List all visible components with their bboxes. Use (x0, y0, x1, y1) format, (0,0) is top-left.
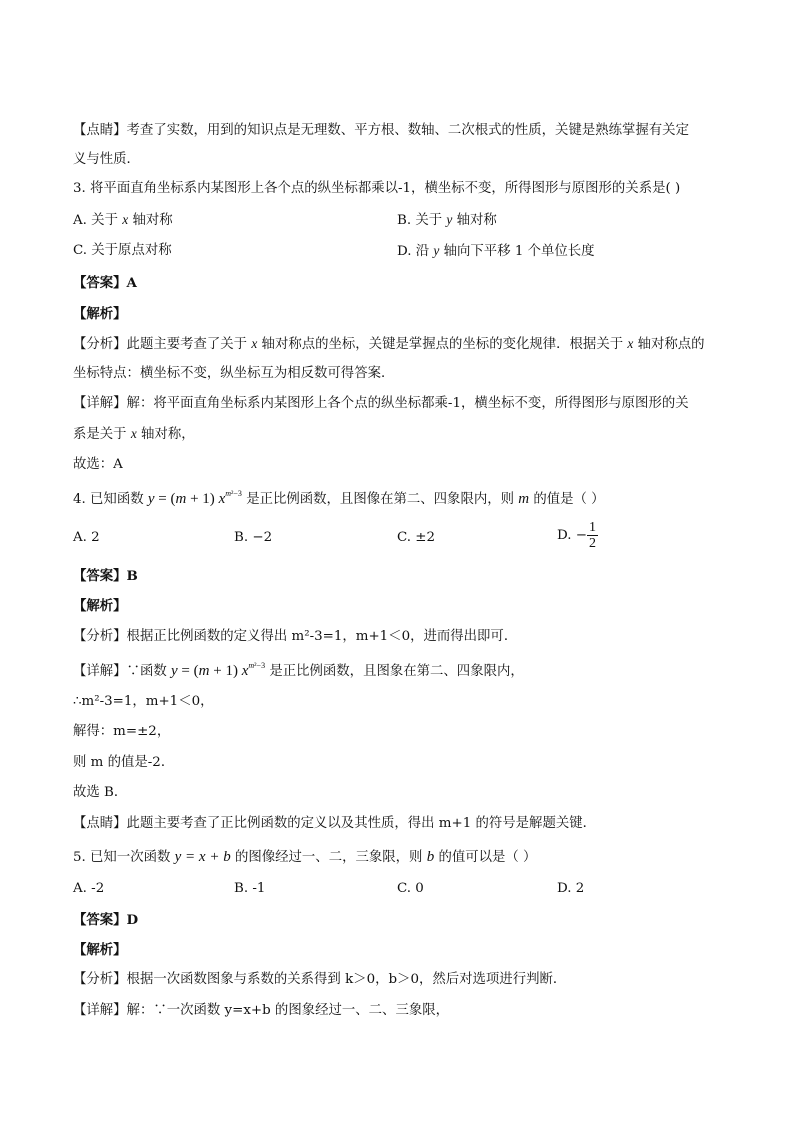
q4-detail-line-1 (73, 661, 524, 682)
q4-analysis-heading (73, 596, 127, 616)
q4-opt-d-numerator: 1 (589, 520, 596, 535)
q5-option-b (234, 879, 265, 899)
q5-stem-pre: 5. 已知一次函数 (73, 850, 175, 865)
q3-stem-text: 3. 将平面直角坐标系内某图形上各个点的纵坐标都乘以-1，横坐标不变，所得图形与原图形的关系是( ) (73, 181, 681, 196)
q5-answer (73, 910, 138, 930)
q5-opt-d-text: D. 2 (557, 881, 585, 896)
q3-jiexi-text: 【解析】 (73, 306, 127, 322)
q3-detail-l1-text: 【详解】解：将平面直角坐标系内某图形上各个点的纵坐标都乘-1，横坐标不变，所得图形与原图形的关 (73, 396, 689, 411)
q4-option-c (397, 528, 435, 548)
q5-opt-a-text: A. -2 (73, 881, 105, 896)
q4-opt-d-fraction (587, 520, 598, 551)
q5-answer-text: 【答案】D (73, 912, 139, 928)
q5-stem-end: 的值可以是（ ） (434, 850, 537, 865)
q5-stem-mid: 的图像经过一、二，三象限，则 (230, 850, 427, 865)
q5-detail (73, 1001, 449, 1021)
prev-note-line-2 (73, 150, 140, 170)
q5-option-d (557, 879, 584, 899)
q4-therefore (73, 692, 214, 712)
q5-analysis-heading (73, 940, 127, 960)
q5-fenxi-text: 【分析】根据一次函数图象与系数的关系得到 k＞0，b＞0，然后对选项进行判断． (73, 972, 567, 987)
q4-solve-text: 解得：m=±2， (73, 724, 171, 739)
q5-stem (73, 847, 536, 868)
q5-detail-text: 【详解】解：∵一次函数 y=x+b 的图象经过一、二、三象限， (73, 1003, 450, 1018)
q4-solve (73, 722, 170, 742)
q4-stem (73, 489, 605, 510)
q5-opt-b-text: B. -1 (234, 881, 266, 896)
q4-function-formula: y = (m + 1) $x^{m^2-3}$ (147, 489, 242, 507)
q4-opt-a-text: A. 2 (73, 530, 100, 545)
q4-key-point (73, 814, 596, 834)
q4-opt-c-text: C. ±2 (397, 530, 436, 545)
q3-opt-c-text: C. 关于原点对称 (73, 243, 172, 258)
q3-opt-d-pre: D. 沿 (397, 244, 434, 259)
q3-choice (73, 455, 123, 475)
q3-detail-line-1 (73, 394, 689, 414)
q3-detail-l2-var: x (130, 426, 137, 441)
q3-option-a (73, 210, 173, 231)
q3-opt-a-post: 轴对称 (128, 213, 173, 228)
q3-opt-a-pre: A. 关于 (73, 213, 123, 228)
q4-stem-var: m (518, 491, 530, 507)
q3-fenxi-mid: 轴对称点的坐标，关键是掌握点的坐标的变化规律．根据关于 (257, 337, 628, 352)
q3-fenxi-post: 轴对称点的 (633, 337, 705, 352)
prev-note-text-2: 义与性质． (73, 152, 140, 167)
q4-key-point-text: 【点睛】此题主要考查了正比例函数的定义以及其性质，得出 m+1 的符号是解题关键． (73, 816, 597, 831)
q4-option-a (73, 528, 100, 548)
q3-analysis-heading (73, 304, 127, 324)
q3-option-b (397, 210, 497, 231)
q3-answer-text: 【答案】A (73, 275, 137, 291)
q3-opt-d-var: y (433, 243, 440, 258)
q4-stem-end: 的值是（ ） (529, 492, 605, 507)
q4-answer-text: 【答案】B (73, 568, 138, 584)
q4-detail-formula: y = (m + 1) $x^{m^2-3}$ (171, 661, 266, 679)
q3-option-c (73, 241, 172, 261)
q4-detail-post: 是正比例函数，且图象在第二、四象限内， (265, 664, 524, 679)
q5-stem-var: b (426, 849, 435, 865)
q4-then (73, 753, 174, 773)
q4-therefore-text: ∴m²-3=1，m+1＜0， (73, 694, 214, 709)
q4-opt-d-pre: D. − (557, 528, 587, 543)
q5-jiexi-text: 【解析】 (73, 942, 127, 958)
q3-fenxi-pre: 【分析】此题主要考查了关于 (73, 337, 252, 352)
q4-opt-d-denominator: 2 (589, 536, 596, 551)
q4-detail-pre: 【详解】∵函数 (73, 664, 171, 679)
q3-analysis-line-2 (73, 364, 394, 384)
q3-fenxi-var: x (251, 336, 258, 351)
q4-stem-pre: 4. 已知函数 (73, 492, 148, 507)
q3-analysis-line-1 (73, 334, 705, 355)
q4-option-b (234, 528, 272, 548)
q4-choice-text: 故选 B． (73, 785, 128, 800)
q5-analysis (73, 970, 566, 990)
q4-analysis (73, 627, 517, 647)
q4-jiexi-text: 【解析】 (73, 598, 127, 614)
q3-answer (73, 273, 137, 293)
q3-opt-b-post: 轴对称 (452, 213, 497, 228)
q5-option-c (397, 879, 424, 899)
q3-choice-text: 故选：A (73, 457, 123, 472)
q4-stem-post: 是正比例函数，且图像在第二、四象限内，则 (241, 492, 519, 507)
q4-opt-b-text: B. −2 (234, 530, 273, 545)
q3-detail-l2-post: 轴对称， (136, 427, 195, 442)
q3-detail-l2-pre: 系是关于 (73, 427, 131, 442)
q3-option-d (397, 241, 595, 262)
q3-detail-line-2 (73, 424, 195, 445)
q5-opt-c-text: C. 0 (397, 881, 424, 896)
q3-opt-d-post: 轴向下平移 1 个单位长度 (439, 244, 595, 259)
q3-stem (73, 179, 680, 199)
q3-opt-a-var: x (122, 212, 129, 227)
q5-stem-formula: y = x + b (174, 849, 231, 865)
q5-option-a (73, 879, 104, 899)
q4-option-d (557, 518, 598, 554)
q3-opt-b-pre: B. 关于 (397, 213, 447, 228)
prev-note-line-1 (73, 121, 689, 141)
q4-choice (73, 783, 127, 803)
q4-answer (73, 566, 138, 586)
q4-fenxi-text: 【分析】根据正比例函数的定义得出 m²-3=1，m+1＜0，进而得出即可． (73, 629, 518, 644)
q3-fenxi-var2: x (627, 336, 634, 351)
q3-fenxi-l2-text: 坐标特点：横坐标不变，纵坐标互为相反数可得答案． (73, 366, 395, 381)
prev-note-text-1: 【点睛】考查了实数，用到的知识点是无理数、平方根、数轴、二次根式的性质，关键是熟练掌握有关定 (73, 123, 689, 138)
q4-then-text: 则 m 的值是-2． (73, 755, 175, 770)
q3-opt-b-var: y (446, 212, 453, 227)
